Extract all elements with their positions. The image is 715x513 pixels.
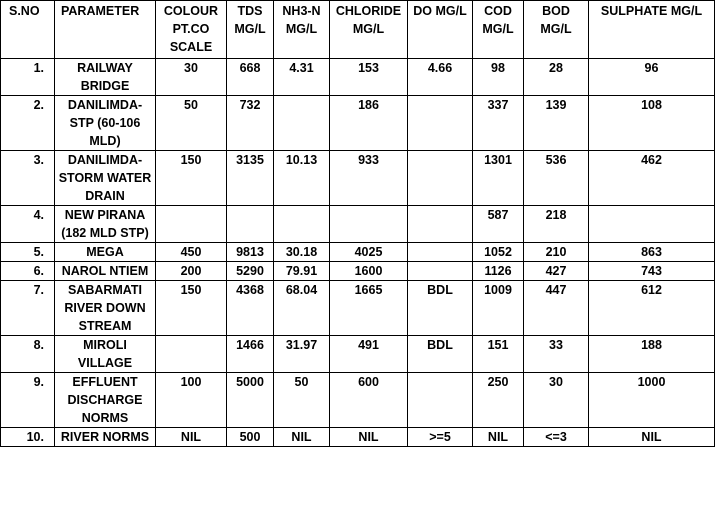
cell-colour [156, 336, 227, 373]
table-row [1, 336, 715, 373]
cell-sno: 4. [1, 206, 55, 243]
cell-chloride: NIL [330, 428, 408, 447]
cell-tds: 732 [227, 96, 274, 151]
cell-sno: 7. [1, 281, 55, 336]
cell-chloride: 491 [330, 336, 408, 373]
cell-tds: 4368 [227, 281, 274, 336]
cell-sulphate: NIL [589, 428, 715, 447]
cell-nh3n: 4.31 [274, 59, 330, 96]
cell-colour: 30 [156, 59, 227, 96]
cell-chloride: 153 [330, 59, 408, 96]
cell-bod: 28 [524, 59, 589, 96]
header-sno: S.NO [1, 1, 55, 59]
cell-cod: 1126 [473, 262, 524, 281]
cell-cod: 151 [473, 336, 524, 373]
cell-tds [227, 206, 274, 243]
cell-nh3n: 50 [274, 373, 330, 428]
cell-bod: 218 [524, 206, 589, 243]
cell-bod: 427 [524, 262, 589, 281]
table-body [1, 59, 715, 447]
cell-sulphate: 188 [589, 336, 715, 373]
cell-colour: 150 [156, 151, 227, 206]
cell-nh3n [274, 206, 330, 243]
cell-nh3n: 79.91 [274, 262, 330, 281]
cell-cod: 98 [473, 59, 524, 96]
cell-nh3n: 31.97 [274, 336, 330, 373]
header-sulphate: SULPHATE MG/L [589, 1, 715, 59]
cell-tds: 3135 [227, 151, 274, 206]
cell-sno: 2. [1, 96, 55, 151]
cell-sulphate: 1000 [589, 373, 715, 428]
header-do: DO MG/L [408, 1, 473, 59]
cell-colour: 100 [156, 373, 227, 428]
cell-do [408, 373, 473, 428]
cell-do [408, 96, 473, 151]
cell-parameter: RIVER NORMS [55, 428, 156, 447]
header-row [1, 1, 715, 59]
cell-sulphate [589, 206, 715, 243]
cell-cod: 1301 [473, 151, 524, 206]
cell-nh3n: 30.18 [274, 243, 330, 262]
cell-sno: 10. [1, 428, 55, 447]
cell-sulphate: 108 [589, 96, 715, 151]
cell-sno: 3. [1, 151, 55, 206]
table-row [1, 59, 715, 96]
table-row [1, 96, 715, 151]
cell-sno: 8. [1, 336, 55, 373]
cell-sulphate: 612 [589, 281, 715, 336]
cell-sno: 5. [1, 243, 55, 262]
cell-colour: NIL [156, 428, 227, 447]
cell-colour [156, 206, 227, 243]
header-chloride: CHLORIDE MG/L [330, 1, 408, 59]
cell-do: >=5 [408, 428, 473, 447]
table-row [1, 151, 715, 206]
cell-chloride: 186 [330, 96, 408, 151]
cell-parameter: MIROLI VILLAGE [55, 336, 156, 373]
cell-chloride: 4025 [330, 243, 408, 262]
cell-parameter: MEGA [55, 243, 156, 262]
table-row [1, 243, 715, 262]
header-bod: BOD MG/L [524, 1, 589, 59]
cell-parameter: DANILIMDA-STORM WATER DRAIN [55, 151, 156, 206]
table-row [1, 281, 715, 336]
cell-tds: 5000 [227, 373, 274, 428]
header-tds: TDS MG/L [227, 1, 274, 59]
cell-parameter: NEW PIRANA (182 MLD STP) [55, 206, 156, 243]
cell-parameter: DANILIMDA-STP (60-106 MLD) [55, 96, 156, 151]
cell-nh3n: 68.04 [274, 281, 330, 336]
header-parameter: PARAMETER [55, 1, 156, 59]
header-cod: COD MG/L [473, 1, 524, 59]
cell-parameter: SABARMATI RIVER DOWN STREAM [55, 281, 156, 336]
table-row [1, 373, 715, 428]
cell-cod: 250 [473, 373, 524, 428]
cell-parameter: NAROL NTIEM [55, 262, 156, 281]
cell-tds: 9813 [227, 243, 274, 262]
cell-cod: 587 [473, 206, 524, 243]
cell-bod: 30 [524, 373, 589, 428]
cell-sulphate: 743 [589, 262, 715, 281]
cell-sulphate: 462 [589, 151, 715, 206]
cell-do: 4.66 [408, 59, 473, 96]
cell-sulphate: 96 [589, 59, 715, 96]
cell-do [408, 262, 473, 281]
cell-bod: 536 [524, 151, 589, 206]
cell-parameter: RAILWAY BRIDGE [55, 59, 156, 96]
cell-chloride: 1600 [330, 262, 408, 281]
cell-tds: 500 [227, 428, 274, 447]
cell-cod: NIL [473, 428, 524, 447]
cell-colour: 50 [156, 96, 227, 151]
cell-colour: 450 [156, 243, 227, 262]
cell-sno: 6. [1, 262, 55, 281]
header-nh3n: NH3-N MG/L [274, 1, 330, 59]
cell-cod: 1009 [473, 281, 524, 336]
table-row [1, 428, 715, 447]
cell-do [408, 151, 473, 206]
cell-do [408, 243, 473, 262]
cell-tds: 1466 [227, 336, 274, 373]
table-row [1, 262, 715, 281]
cell-nh3n [274, 96, 330, 151]
cell-do: BDL [408, 336, 473, 373]
cell-tds: 668 [227, 59, 274, 96]
cell-sulphate: 863 [589, 243, 715, 262]
table-row [1, 206, 715, 243]
cell-do: BDL [408, 281, 473, 336]
cell-colour: 150 [156, 281, 227, 336]
cell-chloride: 1665 [330, 281, 408, 336]
header-colour: COLOUR PT.CO SCALE [156, 1, 227, 59]
cell-tds: 5290 [227, 262, 274, 281]
cell-bod: 139 [524, 96, 589, 151]
cell-parameter: EFFLUENT DISCHARGE NORMS [55, 373, 156, 428]
cell-chloride: 933 [330, 151, 408, 206]
cell-chloride: 600 [330, 373, 408, 428]
cell-sno: 9. [1, 373, 55, 428]
cell-chloride [330, 206, 408, 243]
cell-bod: 447 [524, 281, 589, 336]
cell-cod: 337 [473, 96, 524, 151]
cell-colour: 200 [156, 262, 227, 281]
cell-nh3n: 10.13 [274, 151, 330, 206]
cell-sno: 1. [1, 59, 55, 96]
cell-nh3n: NIL [274, 428, 330, 447]
cell-bod: 210 [524, 243, 589, 262]
cell-bod: <=3 [524, 428, 589, 447]
cell-bod: 33 [524, 336, 589, 373]
cell-do [408, 206, 473, 243]
cell-cod: 1052 [473, 243, 524, 262]
